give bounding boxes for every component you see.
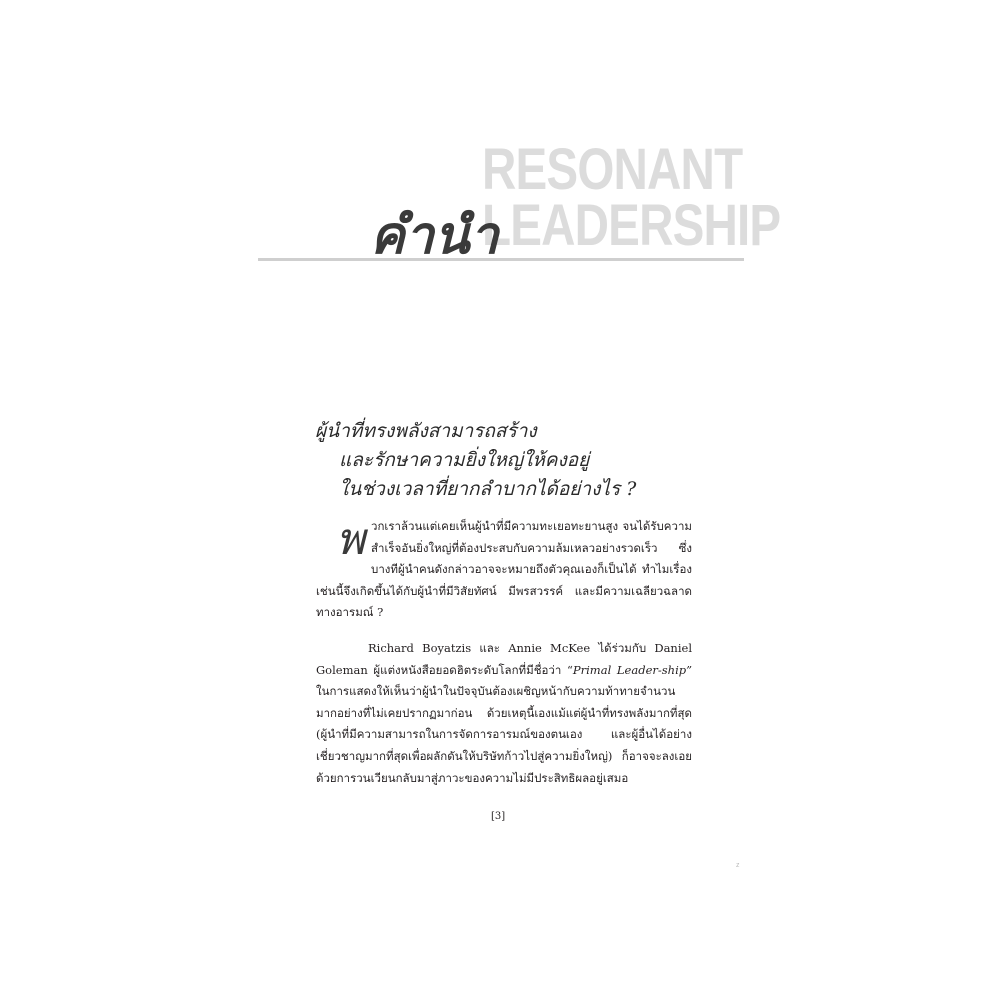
body-text bbox=[316, 516, 692, 789]
paragraph-2-text-end: ในการแสดงให้เห็นว่าผู้นำในปัจจุบันต้องเผชิญหน้ากับความท้าทายจำนวนมากอย่างที่ไม่เคยปรากฏมาก่อน ด้วยเหตุนี้เองแม้แต่ผู้นำที่ทรงพลังมากที่สุด (ผู้นำที่มีความสามารถในการจัดการอารมณ์ของตนเอง และผู้อื่นได้อย่างเชี่ยวชาญมากที่สุดเพื่อผลักดันให้บริษัทก้าวไปสู่ความยิ่งใหญ่) ก็อาจจะลงเอยด้วยการวนเวียนกลับมาสู่ภาวะของความไม่มีประสิทธิผลอยู่เสมอ bbox=[316, 684, 692, 785]
lead-question-line1: ผู้นำที่ทรงพลังสามารถสร้าง bbox=[315, 420, 537, 442]
book-title-italic: Primal Leader-ship” bbox=[572, 662, 692, 677]
paragraph-1-text: วกเราล้วนแต่เคยเห็นผู้นำที่มีความทะเยอทะยานสูง จนได้รับความสำเร็จอันยิ่งใหญ่ที่ต้องประสบกับความล้มเหลวอย่างรวดเร็ว ซึ่งบางทีผู้นำคนดังกล่าวอาจจะหมายถึงตัวคุณเองก็เป็นได้ ทำไมเรื่องเช่นนี้จึงเกิดขึ้นได้กับผู้นำที่มีวิสัยทัศน์ มีพรสวรรค์ และมีความเฉลียวฉลาดทางอารมณ์ ? bbox=[316, 519, 692, 620]
paragraph-2-text-start: Richard Boyatzis และ Annie McKee ได้ร่วมกับ Daniel Goleman ผู้แต่งหนังสือยอดฮิตระดับโลกที่มีชื่อว่า “ bbox=[316, 640, 692, 677]
drop-cap: พ bbox=[336, 514, 366, 565]
paragraph-2 bbox=[316, 638, 692, 789]
margin-mark: z bbox=[736, 862, 740, 869]
title-rule bbox=[258, 258, 744, 261]
lead-question-line2: และรักษาความยิ่งใหญ่ให้คงอยู่ bbox=[339, 449, 590, 471]
lead-question-line3: ในช่วงเวลาที่ยากลำบากได้อย่างไร ? bbox=[339, 478, 637, 500]
paragraph-1 bbox=[316, 516, 692, 624]
chapter-title: คำนำ bbox=[370, 205, 499, 266]
lead-question bbox=[315, 417, 735, 504]
bleed-through-text bbox=[240, 14, 760, 54]
background-title-line1: RESONANT bbox=[482, 137, 743, 202]
background-title-line2: LEADERSHIP bbox=[482, 193, 781, 258]
page-number: [3] bbox=[491, 811, 506, 822]
